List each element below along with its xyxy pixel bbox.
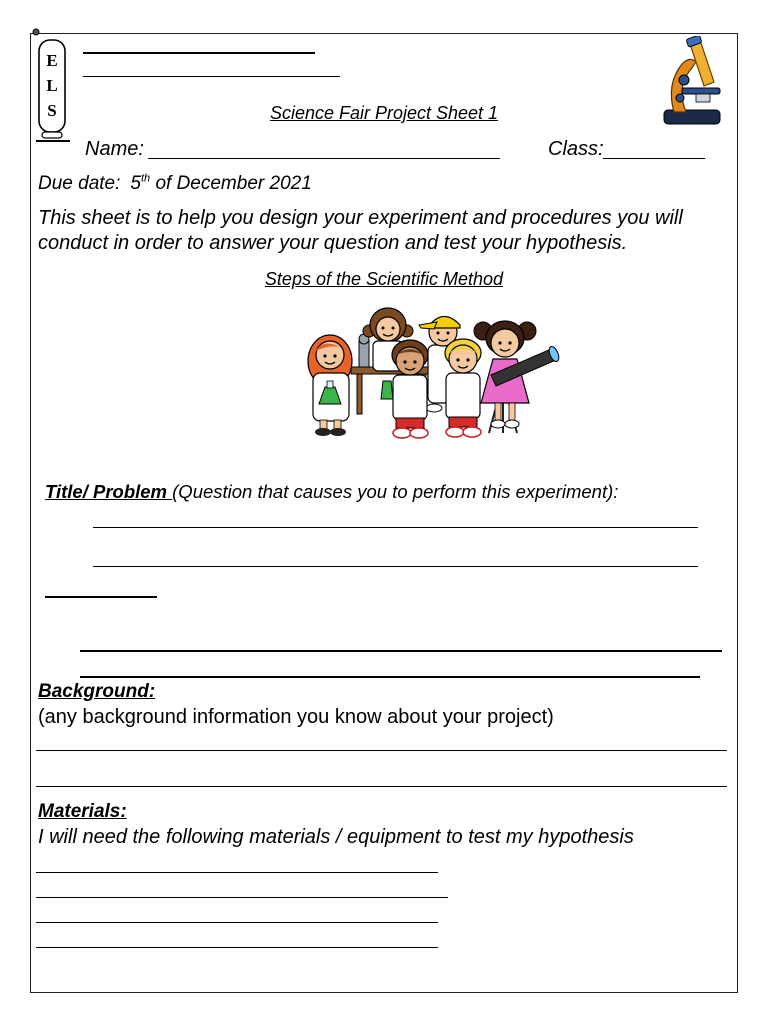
materials-answer-line	[36, 922, 438, 923]
background-heading: Background:	[38, 681, 156, 702]
logo-letter-l: L	[46, 76, 58, 95]
title-answer-line	[45, 596, 157, 598]
due-date-day-suffix: th	[140, 172, 151, 185]
title-answer-line	[93, 566, 698, 567]
steps-heading: Steps of the Scientific Method	[264, 269, 504, 289]
materials-answer-line	[36, 872, 438, 873]
due-date-day: 5	[130, 173, 141, 194]
title-answer-line	[80, 650, 722, 652]
class-field-line	[603, 158, 705, 159]
materials-hint: I will need the following materials / equipment to test my hypothesis	[38, 826, 634, 848]
els-logo	[30, 26, 74, 148]
materials-heading: Materials:	[38, 801, 127, 822]
sheet-title: Science Fair Project Sheet 1	[269, 103, 499, 123]
kid-blonde-boy	[445, 339, 481, 437]
due-date-label: Due date:	[38, 173, 121, 194]
class-label: Class:	[548, 138, 604, 160]
due-date	[38, 173, 312, 195]
logo-letter-s: S	[47, 101, 57, 120]
background-answer-line	[36, 786, 727, 787]
intro-line-1: This sheet is to help you design your experiment and procedures you will	[38, 207, 683, 229]
kid-red-hair-girl	[308, 335, 352, 436]
background-answer-line	[36, 750, 727, 751]
logo-letter-e: E	[46, 51, 58, 70]
materials-answer-line	[36, 947, 438, 948]
title-answer-line	[93, 527, 698, 528]
materials-answer-line	[36, 897, 448, 898]
title-answer-line	[80, 676, 700, 678]
name-label: Name:	[85, 138, 144, 160]
header-blank-line	[83, 52, 315, 54]
title-problem-label: Title/ Problem	[45, 481, 173, 502]
header-blank-line	[83, 76, 340, 77]
title-problem-prompt	[45, 481, 618, 503]
intro-line-2: conduct in order to answer your question and test your hypothesis.	[38, 232, 628, 254]
due-date-rest: of December 2021	[155, 173, 312, 194]
title-problem-hint: (Question that causes you to perform this experiment):	[172, 481, 619, 502]
background-hint: (any background information you know about your project)	[38, 706, 554, 728]
name-field-line	[148, 158, 500, 159]
scientist-kids-clipart	[303, 303, 565, 440]
kid-telescope-girl	[474, 321, 561, 433]
